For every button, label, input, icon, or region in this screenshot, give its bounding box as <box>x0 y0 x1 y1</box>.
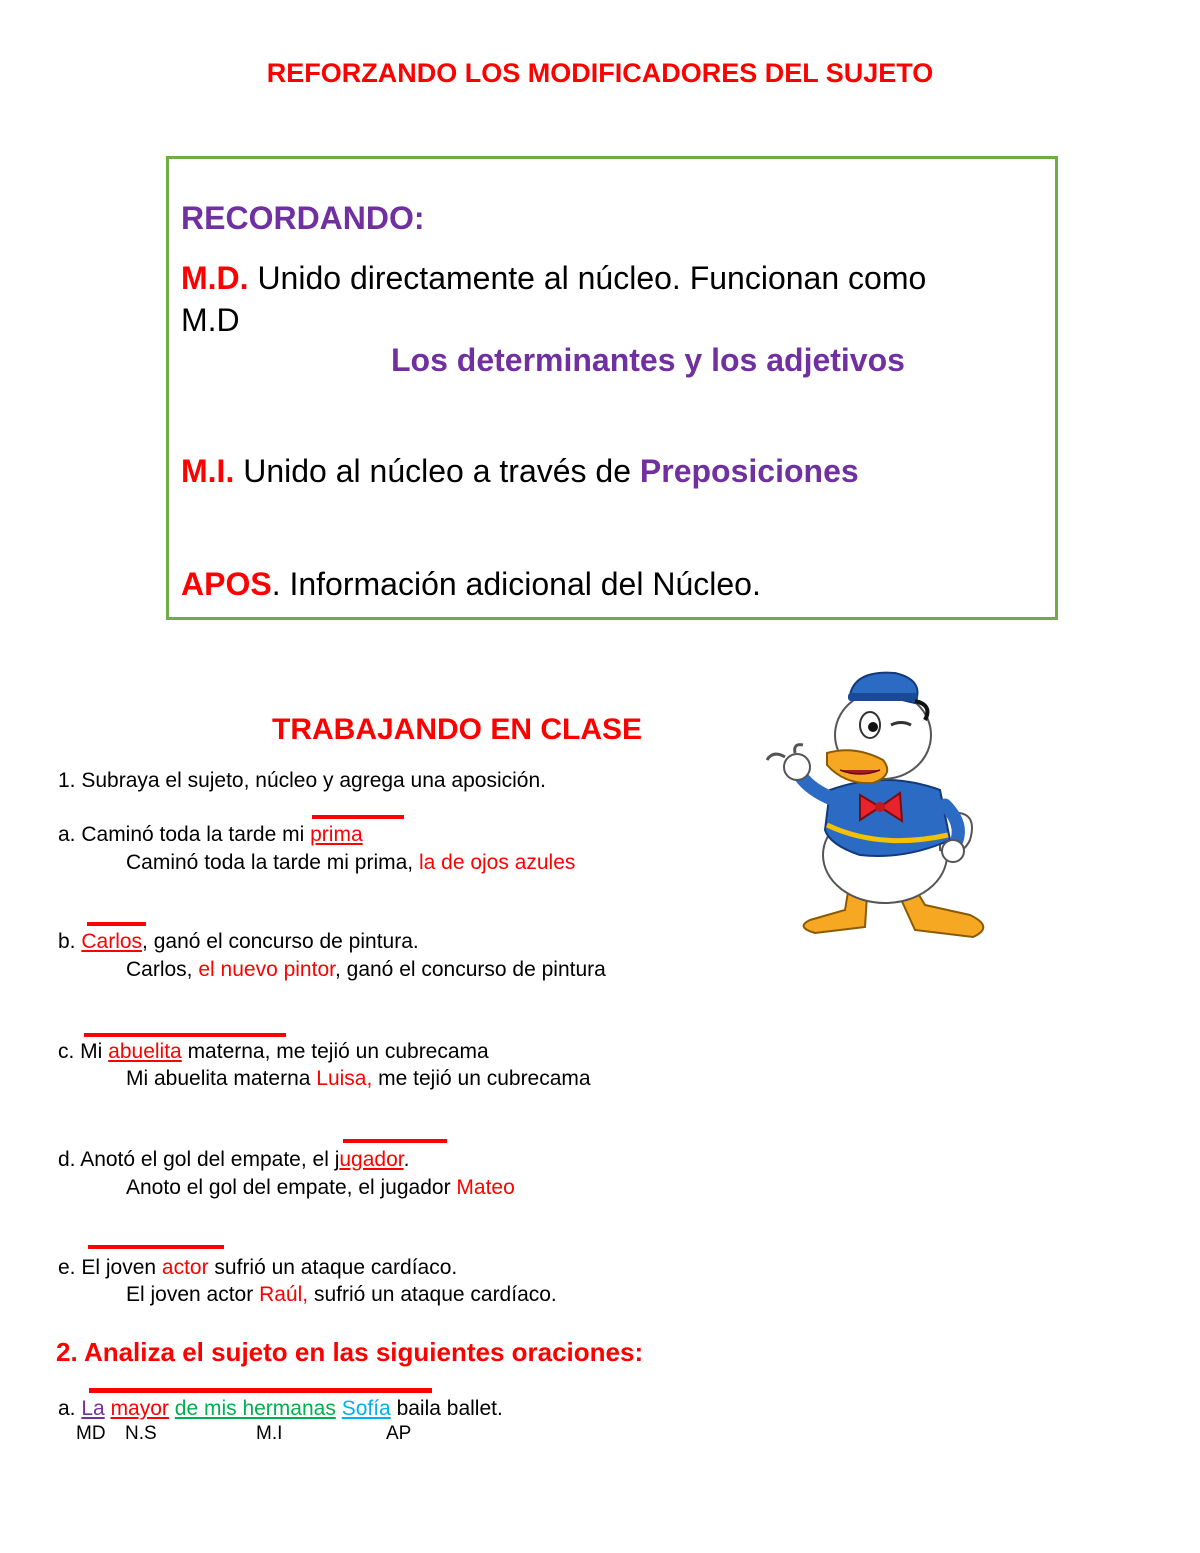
donald-duck-illustration <box>755 665 1005 955</box>
exercise1-b-answer <box>126 958 606 982</box>
sentence-text: a. <box>58 1397 82 1420</box>
apposition: el nuevo pintor <box>198 958 335 981</box>
md-text-continued: M.D <box>181 302 240 338</box>
exercise1-c-answer <box>126 1067 591 1091</box>
exercise1-a <box>58 823 363 847</box>
exercise1-e <box>58 1256 457 1280</box>
page-title: REFORZANDO LOS MODIFICADORES DEL SUJETO <box>266 58 934 88</box>
exercise2-title: 2. Analiza el sujeto en las siguientes oraciones: <box>56 1337 644 1367</box>
sentence-text: sufrió un ataque cardíaco. <box>208 1256 458 1279</box>
answer-text: sufrió un ataque cardíaco. <box>308 1283 557 1306</box>
answer-text: , ganó el concurso de pintura <box>334 958 606 981</box>
subject-underline-bar <box>312 815 404 819</box>
exercise1-d-answer <box>126 1176 515 1200</box>
subject-underline-bar <box>343 1139 447 1143</box>
answer-text: El joven actor <box>126 1283 260 1306</box>
exercise1-b <box>58 930 419 954</box>
sentence-text: , ganó el concurso de pintura. <box>142 930 419 953</box>
md-definition <box>181 260 926 297</box>
sentence-text: a. Caminó toda la tarde mi <box>58 823 311 846</box>
label-mi: M.I <box>256 1423 283 1444</box>
apposition: Mateo <box>456 1176 515 1199</box>
sentence-text: materna, me tejió un cubrecama <box>181 1040 489 1063</box>
sentence-text: c. Mi <box>58 1040 109 1063</box>
exercise1-instruction: 1. Subraya el sujeto, núcleo y agrega una aposición. <box>58 769 546 792</box>
exercise2-sentence <box>58 1397 503 1421</box>
label-ap: AP <box>386 1423 412 1444</box>
apos-text: . Información adicional del Núcleo. <box>271 566 761 602</box>
sentence-text: baila ballet. <box>390 1397 503 1420</box>
word-nucleus: mayor <box>110 1397 169 1420</box>
mi-label: M.I. <box>181 453 235 489</box>
exercise1-e-answer <box>126 1283 557 1307</box>
mi-definition <box>181 453 859 490</box>
section-title: TRABAJANDO EN CLASE <box>272 713 643 746</box>
exercise1-d <box>58 1148 409 1172</box>
reminder-heading: RECORDANDO: <box>181 200 425 236</box>
apos-label: APOS <box>181 566 272 602</box>
nucleus-word: actor <box>161 1256 209 1279</box>
exercise1-c <box>58 1040 489 1064</box>
md-text: Unido directamente al núcleo. Funcionan como <box>248 260 927 296</box>
answer-text: Mi abuelita materna <box>126 1067 317 1090</box>
answer-text: Carlos, <box>126 958 199 981</box>
mi-highlight: Preposiciones <box>639 453 859 489</box>
apposition: Luisa, <box>316 1067 373 1090</box>
sentence-text: d. Anotó el gol del empate, el j <box>58 1148 340 1171</box>
answer-text: Anoto el gol del empate, el jugador <box>126 1176 457 1199</box>
answer-text: me tejió un cubrecama <box>372 1067 591 1090</box>
md-label: M.D. <box>181 260 249 296</box>
sentence-text: . <box>403 1148 410 1171</box>
apposition: la de ojos azules <box>418 851 576 874</box>
mi-text: Unido al núcleo a través de <box>234 453 640 489</box>
label-md: MD <box>76 1423 106 1444</box>
apposition: Raúl, <box>259 1283 309 1306</box>
answer-text: Caminó toda la tarde mi prima, <box>126 851 419 874</box>
sentence-text: e. El joven <box>58 1256 162 1279</box>
word-determinant: La <box>81 1397 105 1420</box>
word-apposition: Sofía <box>341 1397 391 1420</box>
nucleus-word: Carlos <box>81 930 143 953</box>
subject-underline-bar <box>84 1033 286 1037</box>
word-indirect-modifier: de mis hermanas <box>174 1397 336 1420</box>
nucleus-word: ugador <box>339 1148 404 1171</box>
nucleus-word: abuelita <box>108 1040 182 1063</box>
subject-underline-bar <box>87 922 146 926</box>
md-highlight: Los determinantes y los adjetivos <box>391 342 905 378</box>
exercise1-a-answer <box>126 851 575 875</box>
apos-definition <box>181 566 761 603</box>
subject-underline-bar <box>89 1388 432 1393</box>
nucleus-word: prima <box>310 823 363 846</box>
sentence-text: b. <box>58 930 82 953</box>
label-ns: N.S <box>125 1423 157 1444</box>
subject-underline-bar <box>88 1245 224 1249</box>
